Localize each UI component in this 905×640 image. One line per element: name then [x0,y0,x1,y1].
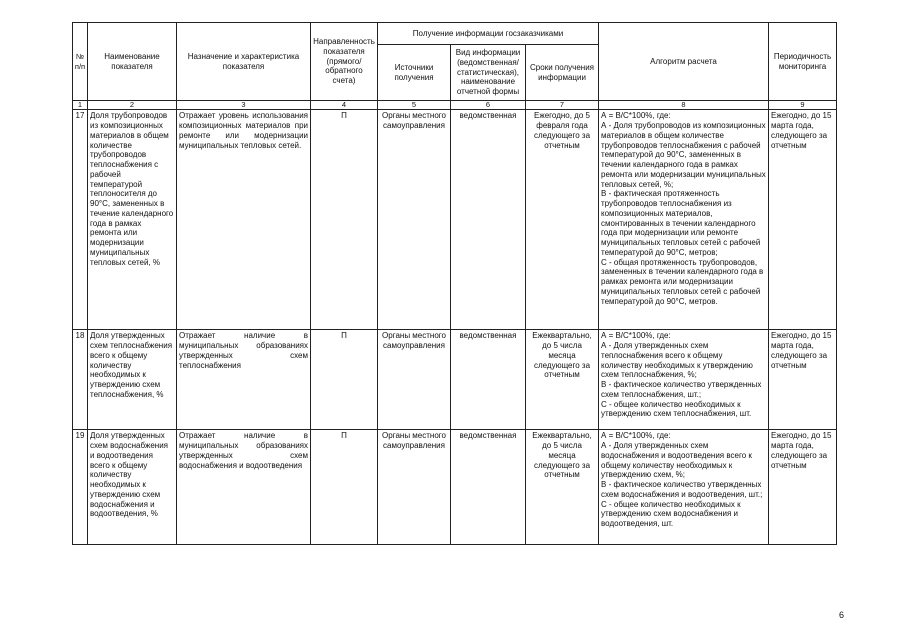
row-algorithm: А = В/С*100%, где: А - Доля трубопроводов из композиционных материалов в общем количестве трубопроводов теплоснабжения с рабочей температурой до 90°С, замененных в течении календарного года в рамках ремонта или модернизации муниципальных тепловых сетей, %; В - фактическая протяженность трубопроводов теплоснабжения из композиционных материалов, смонтированных в течении календарного года при модернизации или ремонте муниципальных тепловых сетей с рабочей температурой до 90°С, метров; С - общая протяженность трубопроводов, замененных в течении календарного года в рамках ремонта или модернизации муниципальных тепловых сетей с рабочей температурой до 90°С, метров. [599,110,769,330]
row-direction: П [311,330,378,430]
column-number: 1 [73,101,88,110]
indicators-table [72,22,837,545]
column-number: 4 [311,101,378,110]
header-purpose: Назначение и характеристика показателя [177,23,311,101]
row-purpose: Отражает наличие в муниципальных образованиях утвержденных схем теплоснабжения [177,330,311,430]
row-num: 17 [73,110,88,330]
column-number: 7 [526,101,599,110]
header-info-group: Получение информации госзаказчиками [378,23,599,45]
row-direction: П [311,110,378,330]
row-purpose: Отражает уровень использования композиционных материалов при ремонте или модернизации муниципальных тепловых сетей. [177,110,311,330]
column-number: 9 [769,101,837,110]
row-period: Ежегодно, до 15 марта года, следующего за отчетным [769,430,837,545]
header-name: Наименование показателя [88,23,177,101]
table-header [73,23,837,110]
header-num: № п/п [73,23,88,101]
header-direction: Направленность показателя (прямого/ обратного счета) [311,23,378,101]
row-name: Доля утвержденных схем водоснабжения и водоотведения всего к общему количеству необходимых к утверждению схем водоснабжения и водоотведения, % [88,430,177,545]
row-type: ведомственная [451,330,526,430]
row-deadline: Ежеквартально, до 5 числа месяца следующего за отчетным [526,430,599,545]
row-source: Органы местного самоуправления [378,330,451,430]
table-row [73,110,837,330]
column-number: 2 [88,101,177,110]
row-deadline: Ежеквартально, до 5 числа месяца следующего за отчетным [526,330,599,430]
row-name: Доля трубопроводов из композиционных материалов в общем количестве трубопроводов теплоснабжения с рабочей температурой теплоносителя до 90°С, замененных в течение календарного года в рамках ремонта или модернизации муниципальных тепловых сетей, % [88,110,177,330]
row-num: 18 [73,330,88,430]
row-source: Органы местного самоуправления [378,110,451,330]
row-algorithm: А = В/С*100%, где: А - Доля утвержденных схем водоснабжения и водоотведения всего к общему количеству необходимых к утверждению схем, %; В - фактическое количество утвержденных схем водоснабжения и водоотведения, шт.; С - общее количество необходимых к утверждению схем водоснабжения и водоотведения, шт. [599,430,769,545]
row-name: Доля утвержденных схем теплоснабжения всего к общему количеству необходимых к утверждению схем теплоснабжения, % [88,330,177,430]
row-purpose: Отражает наличие в муниципальных образованиях утвержденных схем водоснабжения и водоотведения [177,430,311,545]
column-numbers-row [73,101,837,110]
row-source: Органы местного самоуправления [378,430,451,545]
table-row [73,430,837,545]
header-deadline: Сроки получения информации [526,45,599,101]
column-number: 8 [599,101,769,110]
row-deadline: Ежегодно, до 5 февраля года следующего за отчетным [526,110,599,330]
column-number: 6 [451,101,526,110]
row-direction: П [311,430,378,545]
row-type: ведомственная [451,110,526,330]
table-row [73,330,837,430]
row-period: Ежегодно, до 15 марта года, следующего за отчетным [769,110,837,330]
header-period: Периодичность мониторинга [769,23,837,101]
row-type: ведомственная [451,430,526,545]
row-num: 19 [73,430,88,545]
column-number: 3 [177,101,311,110]
column-number: 5 [378,101,451,110]
row-period: Ежегодно, до 15 марта года, следующего за отчетным [769,330,837,430]
table-body [73,110,837,545]
row-algorithm: А = В/С*100%, где: А - Доля утвержденных схем теплоснабжения всего к общему количеству необходимых к утверждению схем теплоснабжения, %; В - фактическое количество утвержденных схем теплоснабжения, шт.; С - общее количество необходимых к утверждению схем теплоснабжения, шт. [599,330,769,430]
header-algorithm: Алгоритм расчета [599,23,769,101]
header-type: Вид информации (ведомственная/ статистическая), наименование отчетной формы [451,45,526,101]
page-number: 6 [839,610,845,620]
header-source: Источники получения [378,45,451,101]
